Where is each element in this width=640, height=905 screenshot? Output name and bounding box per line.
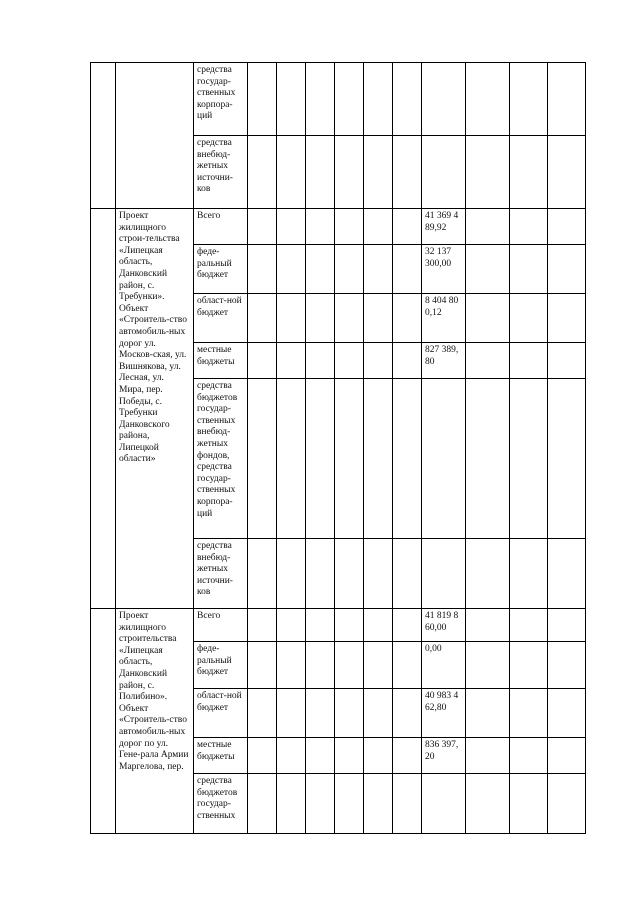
- empty-cell: [277, 689, 306, 738]
- empty-cell: [393, 539, 422, 609]
- empty-cell: [277, 609, 306, 642]
- amount-cell: 40 983 4 62,80: [422, 689, 466, 738]
- empty-cell: [364, 689, 393, 738]
- funding-source-cell: Всего: [194, 209, 248, 245]
- empty-cell: [510, 209, 548, 245]
- empty-cell: [248, 379, 277, 539]
- empty-cell: [277, 379, 306, 539]
- empty-cell: [510, 642, 548, 689]
- empty-cell: [466, 63, 510, 136]
- empty-cell: [364, 539, 393, 609]
- empty-cell: [393, 343, 422, 379]
- empty-cell: [548, 738, 586, 774]
- empty-cell: [393, 294, 422, 343]
- empty-cell: [335, 379, 364, 539]
- empty-cell: [335, 642, 364, 689]
- empty-cell: [393, 136, 422, 209]
- empty-cell: [306, 642, 335, 689]
- funding-source-cell: Всего: [194, 609, 248, 642]
- amount-cell: [422, 379, 466, 539]
- funding-source-cell: област-ной бюджет: [194, 294, 248, 343]
- row-number-cell: [91, 63, 116, 209]
- empty-cell: [277, 63, 306, 136]
- amount-cell: 32 137 300,00: [422, 245, 466, 294]
- empty-cell: [248, 63, 277, 136]
- row-number-cell: [91, 209, 116, 609]
- empty-cell: [466, 136, 510, 209]
- empty-cell: [393, 738, 422, 774]
- empty-cell: [510, 689, 548, 738]
- empty-cell: [248, 294, 277, 343]
- empty-cell: [466, 379, 510, 539]
- empty-cell: [466, 609, 510, 642]
- empty-cell: [548, 63, 586, 136]
- empty-cell: [306, 774, 335, 834]
- empty-cell: [510, 774, 548, 834]
- empty-cell: [248, 774, 277, 834]
- empty-cell: [510, 539, 548, 609]
- empty-cell: [277, 539, 306, 609]
- empty-cell: [364, 63, 393, 136]
- empty-cell: [548, 774, 586, 834]
- empty-cell: [393, 379, 422, 539]
- funding-source-cell: феде-ральный бюджет: [194, 245, 248, 294]
- amount-cell: 0,00: [422, 642, 466, 689]
- empty-cell: [393, 689, 422, 738]
- empty-cell: [364, 209, 393, 245]
- empty-cell: [466, 343, 510, 379]
- empty-cell: [510, 609, 548, 642]
- empty-cell: [277, 209, 306, 245]
- empty-cell: [335, 343, 364, 379]
- project-name-cell: Проект жилищного строи-тельства «Липецкая область, Данковский район, с. Требунки». Объект «Строитель-ство автомобиль-ных дорог ул. Москов-ская, ул. Вишнякова, ул. Лесная, ул. Мира, пер. Победы, с. Требунки Данковского района, Липецкой области»: [116, 209, 194, 609]
- empty-cell: [364, 343, 393, 379]
- empty-cell: [364, 609, 393, 642]
- empty-cell: [335, 245, 364, 294]
- empty-cell: [548, 294, 586, 343]
- empty-cell: [510, 379, 548, 539]
- funding-source-cell: феде-ральный бюджет: [194, 642, 248, 689]
- empty-cell: [248, 689, 277, 738]
- empty-cell: [364, 642, 393, 689]
- empty-cell: [510, 738, 548, 774]
- table-row: [91, 609, 616, 642]
- empty-cell: [548, 209, 586, 245]
- empty-cell: [393, 642, 422, 689]
- funding-source-cell: средства бюджетов государ-ственных: [194, 774, 248, 834]
- amount-cell: 827 389, 80: [422, 343, 466, 379]
- empty-cell: [248, 209, 277, 245]
- empty-cell: [466, 738, 510, 774]
- empty-cell: [306, 209, 335, 245]
- empty-cell: [548, 136, 586, 209]
- funding-source-cell: средства государ-ственных корпора-ций: [194, 63, 248, 136]
- empty-cell: [510, 136, 548, 209]
- empty-cell: [277, 774, 306, 834]
- empty-cell: [248, 642, 277, 689]
- funding-source-cell: местные бюджеты: [194, 738, 248, 774]
- empty-cell: [248, 539, 277, 609]
- empty-cell: [306, 609, 335, 642]
- funding-source-cell: област-ной бюджет: [194, 689, 248, 738]
- empty-cell: [306, 294, 335, 343]
- amount-cell: 41 369 4 89,92: [422, 209, 466, 245]
- empty-cell: [548, 689, 586, 738]
- empty-cell: [306, 689, 335, 738]
- amount-cell: [422, 774, 466, 834]
- empty-cell: [248, 343, 277, 379]
- empty-cell: [393, 609, 422, 642]
- empty-cell: [466, 642, 510, 689]
- row-number-cell: [91, 609, 116, 834]
- table-row: [91, 63, 616, 136]
- empty-cell: [364, 245, 393, 294]
- empty-cell: [306, 136, 335, 209]
- budget-table: [90, 62, 616, 834]
- empty-cell: [335, 136, 364, 209]
- empty-cell: [466, 245, 510, 294]
- empty-cell: [277, 245, 306, 294]
- funding-source-cell: средства внебюд-жетных источни-ков: [194, 136, 248, 209]
- empty-cell: [364, 294, 393, 343]
- empty-cell: [248, 136, 277, 209]
- project-name-cell: [116, 63, 194, 209]
- empty-cell: [306, 379, 335, 539]
- empty-cell: [277, 294, 306, 343]
- table-row: [91, 209, 616, 245]
- funding-source-cell: местные бюджеты: [194, 343, 248, 379]
- amount-cell: 41 819 8 60,00: [422, 609, 466, 642]
- empty-cell: [306, 63, 335, 136]
- empty-cell: [335, 539, 364, 609]
- empty-cell: [335, 609, 364, 642]
- empty-cell: [548, 609, 586, 642]
- empty-cell: [466, 209, 510, 245]
- amount-cell: [422, 539, 466, 609]
- empty-cell: [466, 689, 510, 738]
- empty-cell: [277, 343, 306, 379]
- empty-cell: [248, 609, 277, 642]
- empty-cell: [335, 689, 364, 738]
- empty-cell: [548, 245, 586, 294]
- empty-cell: [335, 63, 364, 136]
- empty-cell: [510, 63, 548, 136]
- amount-cell: 8 404 80 0,12: [422, 294, 466, 343]
- funding-source-cell: средства внебюд-жетных источни-ков: [194, 539, 248, 609]
- empty-cell: [466, 539, 510, 609]
- empty-cell: [510, 343, 548, 379]
- amount-cell: [422, 63, 466, 136]
- empty-cell: [393, 245, 422, 294]
- empty-cell: [548, 642, 586, 689]
- empty-cell: [466, 774, 510, 834]
- empty-cell: [335, 774, 364, 834]
- empty-cell: [510, 245, 548, 294]
- empty-cell: [466, 294, 510, 343]
- empty-cell: [248, 738, 277, 774]
- empty-cell: [393, 209, 422, 245]
- empty-cell: [364, 136, 393, 209]
- funding-source-cell: средства бюджетов государ-ственных внебюд-жетных фондов, средства государ-ственных корпора-ций: [194, 379, 248, 539]
- empty-cell: [248, 245, 277, 294]
- empty-cell: [306, 539, 335, 609]
- empty-cell: [364, 774, 393, 834]
- amount-cell: 836 397, 20: [422, 738, 466, 774]
- empty-cell: [277, 136, 306, 209]
- empty-cell: [548, 379, 586, 539]
- empty-cell: [393, 774, 422, 834]
- empty-cell: [510, 294, 548, 343]
- empty-cell: [335, 738, 364, 774]
- empty-cell: [364, 738, 393, 774]
- empty-cell: [364, 379, 393, 539]
- empty-cell: [277, 642, 306, 689]
- empty-cell: [548, 539, 586, 609]
- empty-cell: [335, 294, 364, 343]
- empty-cell: [277, 738, 306, 774]
- empty-cell: [393, 63, 422, 136]
- empty-cell: [306, 343, 335, 379]
- empty-cell: [548, 343, 586, 379]
- empty-cell: [306, 738, 335, 774]
- empty-cell: [306, 245, 335, 294]
- empty-cell: [335, 209, 364, 245]
- project-name-cell: Проект жилищного строительства «Липецкая область, Данковский район, с. Полибино». Объект «Строитель-ство автомобиль-ных дорог по ул. Гене-рала Армии Маргелова, пер.: [116, 609, 194, 834]
- amount-cell: [422, 136, 466, 209]
